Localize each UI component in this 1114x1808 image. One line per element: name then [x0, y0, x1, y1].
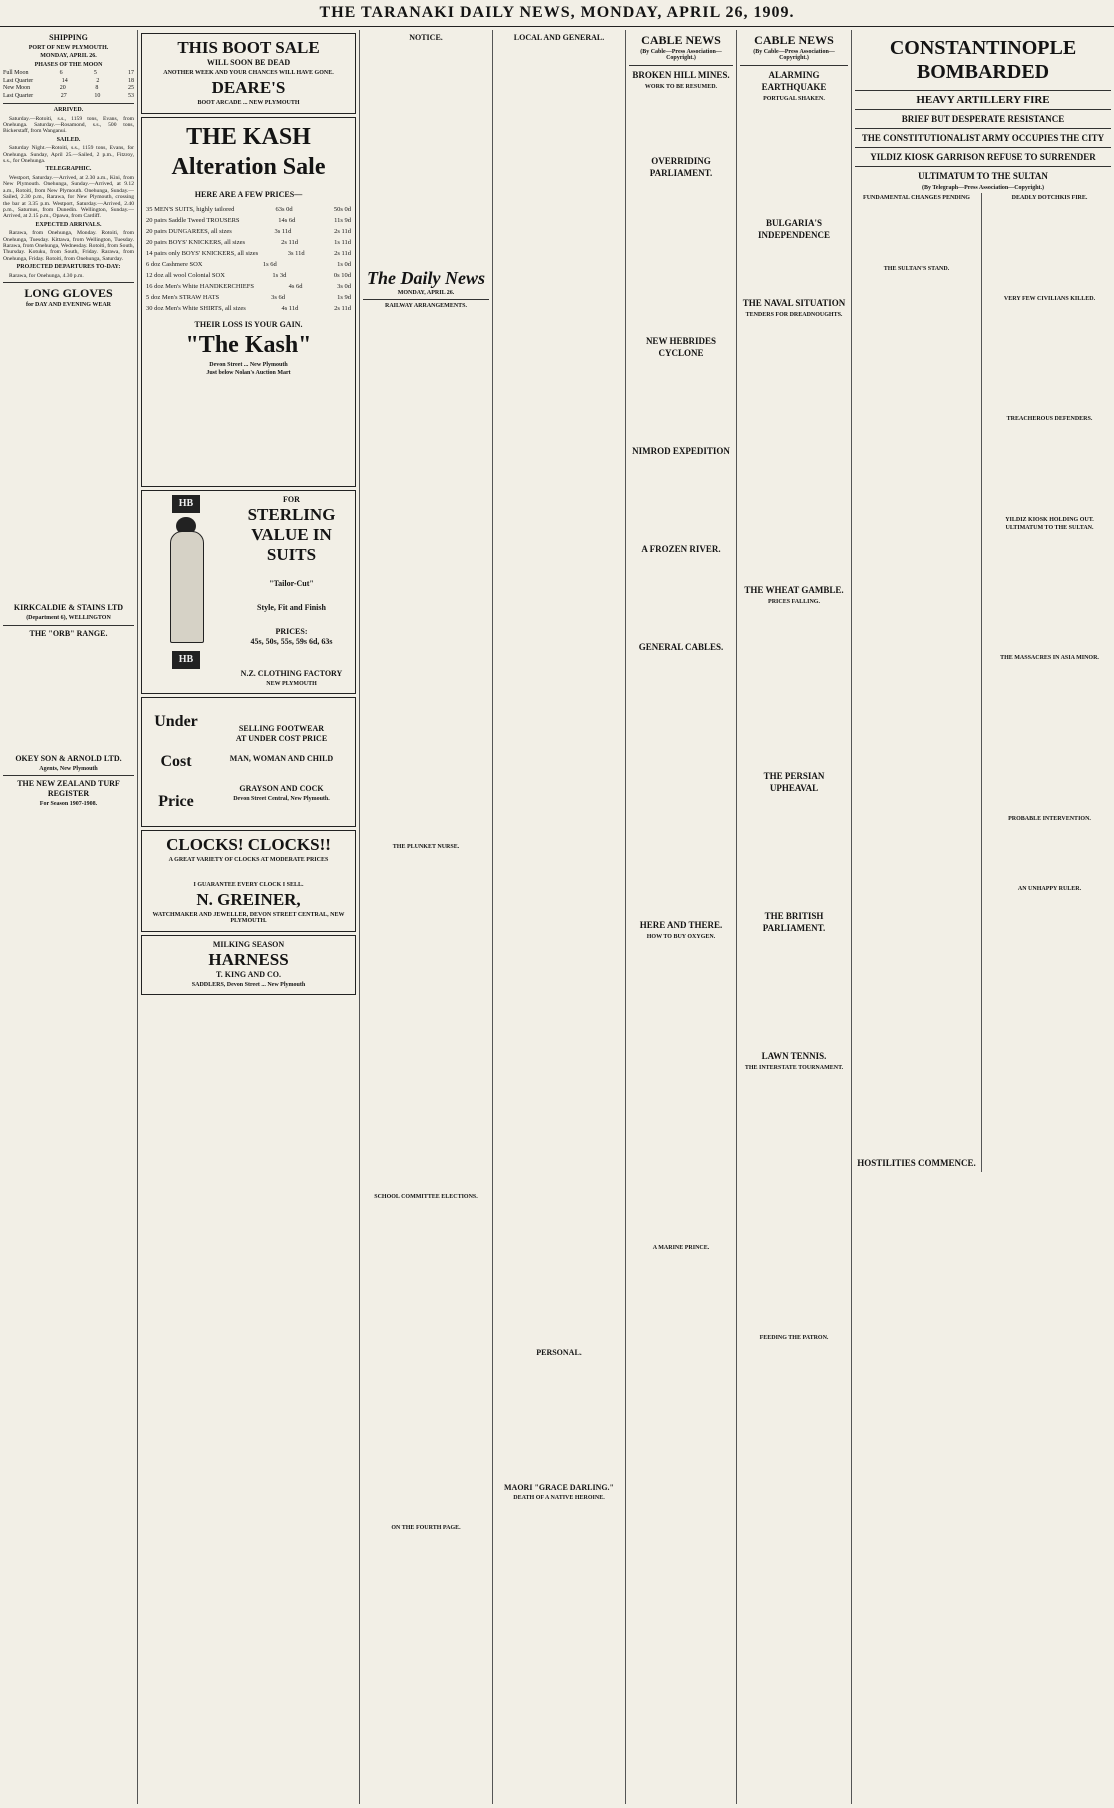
orb-heading: THE "ORB" RANGE. [29, 628, 108, 638]
frozen-heading: A FROZEN RIVER. [641, 544, 721, 555]
kash-prices-heading: HERE ARE A FEW PRICES— [194, 189, 303, 199]
kash-price-item: 14 pairs only BOYS' KNICKERS, all sizes [146, 249, 259, 257]
plunket-text [363, 852, 489, 1192]
school-text [363, 1203, 489, 1523]
cable-news-title-2: CABLE NEWS [754, 33, 834, 47]
railway-heading: RAILWAY ARRANGEMENTS. [384, 303, 468, 310]
suits-ad [141, 490, 356, 694]
shipping-title: SHIPPING [49, 33, 88, 42]
kash-price-was: 4s 6d [288, 282, 303, 290]
maori-sub: DEATH OF A NATIVE HEROINE. [513, 1495, 605, 1501]
headline-3: THE CONSTITUTIONALIST ARMY OCCUPIES THE CITY [861, 133, 1105, 143]
headline-2: BRIEF BUT DESPERATE RESISTANCE [901, 114, 1065, 124]
railway-text [363, 312, 489, 842]
kash-price-was: 3s 11d [274, 227, 292, 235]
kash-price-item: 5 doz Men's STRAW HATS [146, 293, 220, 301]
kash-price-list [146, 204, 351, 314]
hebrides-heading: NEW HEBRIDES CYCLONE [645, 336, 717, 359]
orb-text [3, 641, 134, 751]
shipping-subtitle: PORT OF NEW PLYMOUTH. [28, 45, 109, 51]
right-heading-8: AN UNHAPPY RULER. [1017, 886, 1082, 893]
column-editorial [360, 30, 493, 1804]
kirkcaldie-sub: (Department 6), WELLINGTON [26, 615, 111, 622]
kash-name: "The Kash" [185, 331, 312, 358]
arrived-title: ARRIVED. [53, 107, 84, 114]
kash-price-row [146, 204, 351, 215]
turf-heading: THE NEW ZEALAND TURF REGISTER [17, 779, 120, 799]
general-cables-heading: GENERAL CABLES. [638, 642, 724, 653]
clocks-guarantee: I GUARANTEE EVERY CLOCK I SELL. [193, 881, 304, 888]
kash-price-item: 6 doz Cashmere SOX [146, 260, 203, 268]
telegraphic-title: TELEGRAPHIC. [45, 166, 92, 173]
long-gloves-heading: LONG GLOVES [24, 285, 113, 300]
naval-sub: TENDERS FOR DREADNOUGHTS. [745, 312, 843, 319]
tking-name: T. KING AND CO. [216, 969, 281, 979]
fourth-page-heading: ON THE FOURTH PAGE. [391, 1524, 461, 1531]
kash-price-item: 16 doz Men's White HANDKERCHIEFS [146, 282, 254, 290]
kash-loss: THEIR LOSS IS YOUR GAIN. [194, 319, 303, 329]
clocks-sub: A GREAT VARIETY OF CLOCKS AT MODERATE PRICES [168, 857, 329, 864]
kash-price-item: 35 MEN'S SUITS, highly tailored [146, 205, 235, 213]
selling-sub: AT UNDER COST PRICE [235, 734, 328, 744]
gloves-listing [3, 310, 134, 600]
kash-price-now: 2s 11d [334, 249, 351, 257]
sailed-title: SAILED. [56, 136, 81, 143]
boot-sale-ad [141, 33, 356, 114]
kash-price-row [146, 226, 351, 237]
right-heading-3: TREACHEROUS DEFENDERS. [1006, 416, 1093, 423]
plunket-heading: THE PLUNKET NURSE. [392, 843, 460, 850]
kash-price-item: 20 pairs BOYS' KNICKERS, all sizes [146, 238, 246, 246]
style-fit: Style, Fit and Finish [257, 602, 326, 612]
here-there-heading: HERE AND THERE. [639, 920, 723, 931]
kash-price-item: 20 pairs Saddle Tweed TROUSERS [146, 216, 240, 224]
left-heading-2: THE SULTAN'S STAND. [883, 265, 950, 272]
main-banner-headline: CONSTANTINOPLE BOMBARDED [889, 37, 1077, 83]
feeding-heading: FEEDING THE PATRON. [759, 1335, 829, 1342]
telegraph-credit: (By Telegraph—Press Association—Copyright.) [921, 185, 1045, 191]
local-heading: LOCAL AND GENERAL. [513, 33, 605, 42]
selling-sub2: MAN, WOMAN AND CHILD [229, 754, 334, 764]
kash-price-was: 1s 6d [262, 260, 277, 268]
paper-date: MONDAY, APRIL 26. [397, 290, 455, 296]
prices-list: 45s, 50s, 55s, 59s 6d, 63s [250, 636, 333, 646]
overriding-heading: OVERRIDING PARLIAMENT. [649, 156, 713, 179]
grayson-name: GRAYSON AND COCK [239, 784, 324, 794]
broken-hill-heading: BROKEN HILL MINES. [632, 69, 730, 80]
kash-price-item: 30 doz Men's White SHIRTS, all sizes [146, 304, 246, 312]
kash-price-row [146, 303, 351, 314]
kash-price-row [146, 292, 351, 303]
harness-title: HARNESS [208, 949, 289, 969]
turf-sub: For Season 1907-1908. [39, 801, 98, 808]
sailed-text: Saturday Night.—Rotoiti, s.s., 1159 tons, Evans, for Onehunga. Sunday, April 25.—Sailed, 2 p.m., Fitzroy, s.s., for Onehunga. [3, 145, 134, 165]
paper-title: The Daily News [367, 268, 485, 288]
kash-price-now: 11s 9d [334, 216, 351, 224]
personal-heading: PERSONAL. [536, 1348, 582, 1357]
wheat-sub: PRICES FALLING. [768, 598, 820, 605]
right-heading-2: VERY FEW CIVILIANS KILLED. [1003, 295, 1096, 302]
nz-clothing-name: N.Z. CLOTHING FACTORY [240, 668, 343, 678]
left-heading-1: FUNDAMENTAL CHANGES PENDING [863, 195, 970, 202]
kash-sale-title: Alteration Sale [171, 153, 326, 180]
boot-sale-title: THIS BOOT SALE [177, 38, 320, 57]
projected-title: PROJECTED DEPARTURES TO-DAY: [16, 264, 121, 271]
kash-price-was: 3s 11d [287, 249, 305, 257]
column-cable-news-2 [737, 30, 852, 1804]
kash-price-now: 1s 11d [334, 238, 351, 246]
kash-price-was: 63s 0d [275, 205, 293, 213]
kash-price-item: 12 doz all wool Colonial SOX [146, 271, 225, 279]
wheat-heading: THE WHEAT GAMBLE. [744, 584, 844, 595]
marine-heading: A MARINE PRINCE. [652, 1244, 710, 1251]
column-adverts [138, 30, 360, 1804]
okey-sub: Agents, New Plymouth [39, 765, 98, 772]
maori-heading: MAORI "GRACE DARLING." [504, 1483, 614, 1492]
boot-sale-sub: WILL SOON BE DEAD [206, 58, 291, 67]
headline-1: HEAVY ARTILLERY FIRE [916, 94, 1050, 106]
nz-clothing-sub: NEW PLYMOUTH [266, 680, 317, 687]
kash-price-was: 1s 3d [272, 271, 287, 279]
kash-price-item: 20 pairs DUNGAREES, all sizes [146, 227, 232, 235]
deare-sub: BOOT ARCADE ... NEW PLYMOUTH [197, 100, 300, 107]
expected-text: Rarawa, from Onehunga, Monday. Rotoiti, from Onehunga, Tuesday. Kittawa, from Wellington, Tuesday. Rarawa, from Onehunga, Wednesday. Rotoiti, from South, Thursday. Kotuku, from South, Friday. Rarawa, from Onehunga, Friday. Rotoiti, from Onehunga, Saturday. [3, 230, 134, 262]
hb-logo: HB [172, 495, 200, 513]
moon-row: Last Quarter 27 10 53 [3, 92, 134, 99]
tking-sub: SADDLERS, Devon Street ... New Plymouth [191, 981, 306, 988]
deare-name: DEARE'S [211, 78, 286, 98]
notice-heading: NOTICE. [409, 33, 443, 42]
kash-price-row [146, 281, 351, 292]
notice-text [363, 45, 489, 265]
oxygen-heading: HOW TO BUY OXYGEN. [646, 934, 716, 941]
kash-title: THE KASH [186, 123, 311, 150]
kash-price-row [146, 270, 351, 281]
kash-price-now: 50s 0d [333, 205, 351, 213]
boot-sale-sub2: ANOTHER WEEK AND YOUR CHANCES WILL HAVE GONE. [163, 70, 334, 76]
kash-price-now: 0s 10d [333, 271, 351, 279]
kash-price-now: 1s 9d [337, 293, 351, 301]
right-heading-4: YILDIZ KIOSK HOLDING OUT. [1005, 516, 1094, 523]
selling-footwear: SELLING FOOTWEAR [238, 724, 325, 734]
kirkcaldie-heading: KIRKCALDIE & STAINS LTD [13, 603, 124, 613]
projected-text: Rarawa, for Onehunga, 4.30 p.m. [9, 272, 84, 279]
kash-note: Just below Nolan's Auction Mart [206, 370, 291, 377]
footwear-ad [141, 697, 356, 827]
school-heading: SCHOOL COMMITTEE ELECTIONS. [374, 1194, 478, 1201]
column-constantinople [852, 30, 1114, 1804]
kash-price-was: 14s 6d [278, 216, 296, 224]
local-text [496, 45, 622, 1345]
nimrod-heading: NIMROD EXPEDITION [632, 446, 730, 457]
suits-title: STERLING VALUE IN SUITS [247, 504, 336, 564]
kash-price-row [146, 237, 351, 248]
prices-label: PRICES: [275, 626, 308, 636]
shipping-date: MONDAY, APRIL 26. [40, 53, 97, 60]
right-heading-1: DEADLY DOTCHKIS FIRE. [1011, 195, 1088, 202]
harness-ad [141, 935, 356, 995]
kash-price-was: 4s 11d [281, 304, 299, 312]
kash-price-row [146, 259, 351, 270]
expected-title: EXPECTED ARRIVALS. [35, 221, 102, 228]
grayson-sub: Devon Street Central, New Plymouth. [233, 796, 330, 803]
column-local-general [493, 30, 626, 1804]
kash-price-was: 2s 11d [281, 238, 299, 246]
kash-price-now: 1s 0d [337, 260, 351, 268]
naval-heading: THE NAVAL SITUATION [742, 298, 846, 309]
headline-5: ULTIMATUM TO THE SULTAN [918, 171, 1048, 181]
long-gloves-sub: for DAY AND EVENING WEAR [25, 301, 111, 308]
moon-row: Last Quarter 14 2 18 [3, 77, 134, 84]
suits-for: FOR [283, 494, 300, 504]
moon-title: PHASES OF THE MOON [34, 61, 103, 68]
gentleman-illustration [156, 517, 216, 647]
cable-credit: (By Cable—Press Association—Copyright.) [640, 49, 722, 62]
kash-price-row [146, 248, 351, 259]
right-heading-7: PROBABLE INTERVENTION. [1008, 815, 1091, 822]
broken-hill-sub: WORK TO BE RESUMED. [644, 83, 718, 90]
milking-season: MILKING SEASON [212, 939, 285, 949]
left-heading-3: HOSTILITIES COMMENCE. [857, 1158, 976, 1169]
kash-price-row [146, 215, 351, 226]
under-cost-price: Under Cost Price [154, 713, 198, 811]
right-heading-6: THE MASSACRES IN ASIA MINOR. [1000, 655, 1099, 662]
column-shipping [0, 30, 138, 1804]
personal-text [496, 1360, 622, 1480]
cable-credit-2: (By Cable—Press Association—Copyright.) [753, 49, 835, 62]
moon-row: Full Moon 6 5 17 [3, 70, 134, 77]
clocks-title: CLOCKS! CLOCKS!! [166, 835, 331, 855]
bulgaria-heading: BULGARIA'S INDEPENDENCE [757, 218, 830, 241]
arrived-text: Saturday.—Rotoiti, s.s., 1159 tons, Evans, from Onehunga. Saturday.—Rosamond, s.s., 500 tons, Bickerstaff, from Wanganui. [3, 115, 134, 135]
hb-logo: HB [172, 651, 200, 669]
tailor-cut: "Tailor-Cut" [269, 578, 314, 588]
column-cable-news-1 [626, 30, 737, 1804]
greiner-name: N. GREINER, [196, 890, 301, 910]
earthquake-heading: ALARMING EARTHQUAKE [761, 69, 827, 92]
british-heading: THE BRITISH PARLIAMENT. [762, 911, 826, 934]
lawn-tennis-sub: THE INTERSTATE TOURNAMENT. [744, 1065, 844, 1072]
greiner-sub: WATCHMAKER AND JEWELLER, DEVON STREET CENTRAL, NEW PLYMOUTH. [152, 912, 345, 925]
kash-ad [141, 117, 356, 487]
lawn-tennis-heading: LAWN TENNIS. [761, 1051, 827, 1062]
kash-price-was: 3s 6d [271, 293, 286, 301]
kash-price-now: 3s 0d [337, 282, 351, 290]
cable-news-title: CABLE NEWS [641, 33, 721, 47]
persian-heading: THE PERSIAN UPHEAVAL [763, 771, 825, 794]
clocks-ad [141, 830, 356, 932]
kash-price-now: 2s 11d [334, 304, 351, 312]
okey-heading: OKEY SON & ARNOLD LTD. [15, 753, 122, 763]
kash-address: Devon Street ... New Plymouth [209, 361, 288, 368]
right-heading-5: ULTIMATUM TO THE SULTAN. [1005, 525, 1094, 532]
headline-4: YILDIZ KIOSK GARRISON REFUSE TO SURRENDER [870, 152, 1096, 162]
earthquake-sub: PORTUGAL SHAKEN. [763, 95, 825, 102]
kash-price-now: 2s 11d [334, 227, 351, 235]
telegraphic-text: Westport, Saturday.—Arrived, at 2.30 a.m., Kini, from New Plymouth. Onehunga, Sunday.—Arrived, at 9.12 a.m., Rotoiti, from New Plymouth. Onehunga, Sunday.—Sailed, 2.30 p.m., Rarawa, for New Plymouth, crossing the bar at 3.35 p.m. Westport, Saturday.—Arrived, 2.40 p.m., Saturnus, from Dunedin. Wellington, Sunday.—Arrived, at 2.15 p.m., Opawa, from Cardiff. [3, 174, 134, 220]
moon-row: New Moon 20 8 25 [3, 85, 134, 92]
masthead: THE TARANAKI DAILY NEWS, MONDAY, APRIL 26, 1909. [0, 0, 1114, 27]
